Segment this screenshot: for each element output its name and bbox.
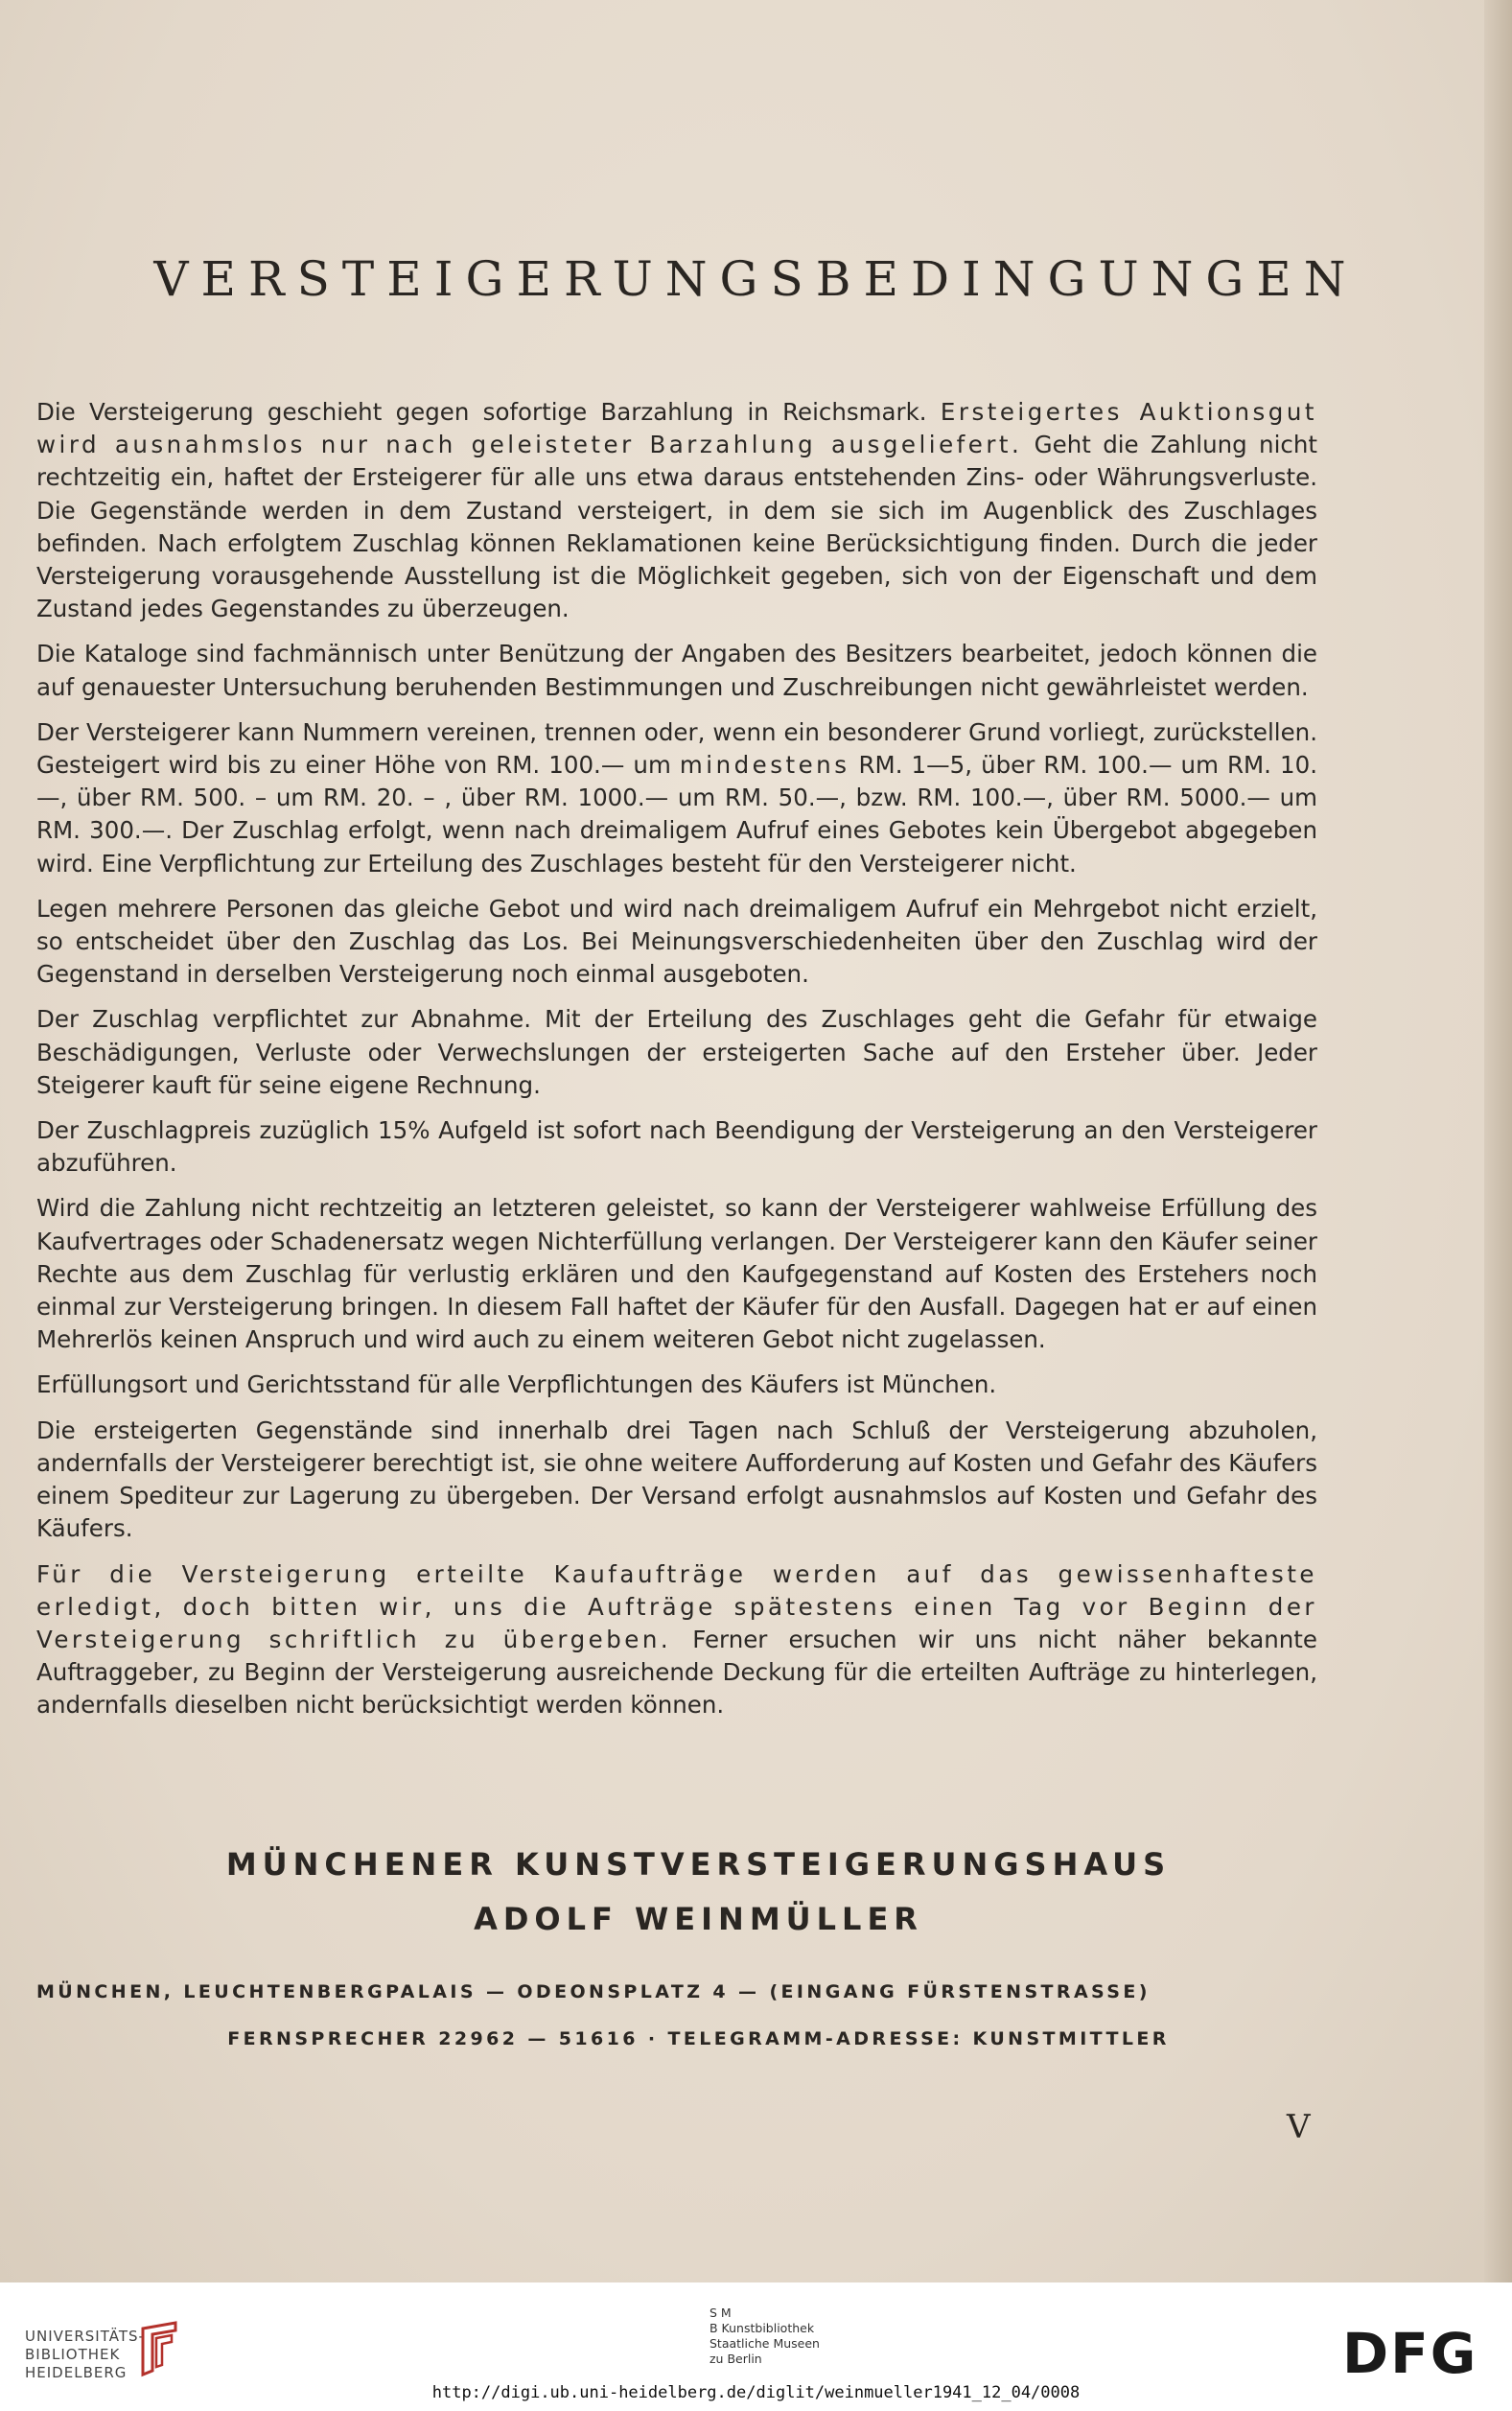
auction-house-name: MÜNCHENER KUNSTVERSTEIGERUNGSHAUS (225, 1846, 1172, 1883)
kb-line: S M (709, 2306, 732, 2320)
paragraph-text: Geht die Zahlung nicht rechtzeitig ein, haftet der Ersteigerer für alle uns etwa daraus entstehenden Zins- oder Währungsverluste. Die Gegenstände werden in dem Zustand versteigert, in dem sie sich im Augenblick des Zuschlages befinden. Nach erfolgtem Zuschlag können Reklamationen keine Berücksichtigung finden. Durch die jeder Versteigerung vorausgehende Ausstellung ist die Möglichkeit gegeben, sich von der Eigenschaft und dem Zustand jedes Gegenstandes zu überzeugen. (36, 431, 1317, 623)
conditions-body (36, 396, 1317, 1735)
paragraph-text: RM. 1—5, über RM. 100.— um RM. 10.—, über RM. 500. – um RM. 20. – , über RM. 1000.— um RM. 50.—, bzw. RM. 100.—, über RM. 5000.— um RM. 300.—. Der Zuschlag erfolgt, wenn nach dreimaligem Aufruf eines Gebotes kein Übergebot abgegeben wird. Eine Verpflichtung zur Erteilung des Zuschlages besteht für den Versteigerer nicht. (36, 751, 1317, 878)
ub-heidelberg-logo-text[interactable] (25, 2328, 145, 2382)
page-edge (1484, 0, 1512, 2282)
paragraph-late-payment: Wird die Zahlung nicht rechtzeitig an letzteren geleistet, so kann der Versteigerer wahlweise Erfüllung des Kaufvertrages oder Schadenersatz wegen Nichterfüllung verlangen. Der Versteigerer kann den Käufer seiner Rechte aus dem Zuschlag für verlustig erklären und den Kaufgegenstand auf Kosten des Erstehers noch einmal zur Versteigerung bringen. In diesem Fall haftet der Käufer für den Ausfall. Dagegen hat er auf einen Mehrerlös keinen Anspruch und wird auch zu einem weiteren Gebot nicht zugelassen. (36, 1194, 1317, 1354)
paragraph-commissions (36, 1558, 1317, 1722)
emphasized-text: Ersteigertes Auktionsgut wird ausnahmslos nur nach geleisteter Barzahlung ausgeliefert. (36, 398, 1317, 459)
paragraph-premium: Der Zuschlagpreis zuzüglich 15% Aufgeld ist sofort nach Beendigung der Versteigerung an den Versteigerer abzuführen. (36, 1116, 1317, 1178)
kunstbibliothek-logo[interactable] (709, 2306, 820, 2367)
paragraph-text: Die Versteigerung geschieht gegen sofortige Barzahlung in Reichsmark. (36, 398, 941, 426)
paragraph-acceptance: Der Zuschlag verpflichtet zur Abnahme. Mit der Erteilung des Zuschlages geht die Gefahr für etwaige Beschädigungen, Verluste oder Verwechslungen der ersteigerten Sache auf den Ersteher über. Jeder Steigerer kauft für seine eigene Rechnung. (36, 1005, 1317, 1099)
ub-logo-line: BIBLIOTHEK (25, 2346, 121, 2363)
paragraph-collection: Die ersteigerten Gegenstände sind innerhalb drei Tagen nach Schluß der Versteigerung abzuholen, andernfalls der Versteigerer berechtigt ist, sie ohne weitere Aufforderung auf Kosten und Gefahr des Käufers einem Spediteur zur Lagerung zu übergeben. Der Versand erfolgt ausnahmslos auf Kosten und Gefahr des Käufers. (36, 1416, 1317, 1543)
emphasized-text: mindestens (679, 751, 850, 780)
dfg-logo[interactable]: DFG (1342, 2321, 1478, 2386)
emphasized-text: Für die Versteigerung erteilte Kaufaufträge werden auf das gewissenhafteste erledigt, doch bitten wir, uns die Aufträge spätestens einen Tag vor Beginn der Versteigerung schriftlich zu übergeben. (36, 1559, 1317, 1653)
permalink-url[interactable]: http://digi.ub.uni-heidelberg.de/diglit/weinmueller1941_12_04/0008 (431, 2383, 1081, 2402)
ub-logo-line: UNIVERSITÄTS- (25, 2328, 145, 2345)
page-number: V (1287, 2108, 1311, 2146)
kb-line: B Kunstbibliothek (709, 2321, 815, 2335)
page-title: VERSTEIGERUNGSBEDINGUNGEN (153, 251, 1359, 307)
paragraph-text: Ferner ersuchen wir uns nicht näher bekannte Auftraggeber, zu Beginn der Versteigerung ausreichende Deckung für die erteilten Aufträge zu hinterlegen, andernfalls dieselben nicht berücksichtigt werden können. (36, 1625, 1317, 1720)
contact-line: FERNSPRECHER 22962 — 51616 · TELEGRAMM-ADRESSE: KUNSTMITTLER (227, 2028, 1170, 2049)
paragraph-payment (36, 396, 1317, 625)
auctioneer-name: ADOLF WEINMÜLLER (474, 1901, 923, 1937)
paragraph-jurisdiction: Erfüllungsort und Gerichtsstand für alle Verpflichtungen des Käufers ist München. (36, 1370, 997, 1399)
kb-line: zu Berlin (709, 2352, 762, 2366)
paragraph-bidding (36, 716, 1317, 880)
ub-logo-line: HEIDELBERG (25, 2364, 128, 2381)
paragraph-catalogs: Die Kataloge sind fachmännisch unter Benützung der Angaben des Besitzers bearbeitet, jedoch können die auf genauester Untersuchung beruhenden Bestimmungen und Zuschreibungen nicht gewährleistet werden. (36, 640, 1317, 701)
paragraph-equal-bids: Legen mehrere Personen das gleiche Gebot und wird nach dreimaligem Aufruf ein Mehrgebot nicht erzielt, so entscheidet über den Zuschlag das Los. Bei Meinungsverschiedenheiten über den Zuschlag wird der Gegenstand in derselben Versteigerung noch einmal ausgeboten. (36, 894, 1317, 989)
paragraph-text: Der Versteigerer kann Nummern vereinen, trennen oder, wenn ein besonderer Grund vorliegt, zurückstellen. Gesteigert wird bis zu einer Höhe von RM. 100.— um (36, 717, 1317, 780)
ub-heidelberg-logo-icon[interactable] (137, 2321, 181, 2378)
address-line: MÜNCHEN, LEUCHTENBERGPALAIS — ODEONSPLATZ 4 — (EINGANG FÜRSTENSTRASSE) (36, 1981, 1151, 2002)
kb-line: Staatliche Museen (709, 2336, 820, 2351)
